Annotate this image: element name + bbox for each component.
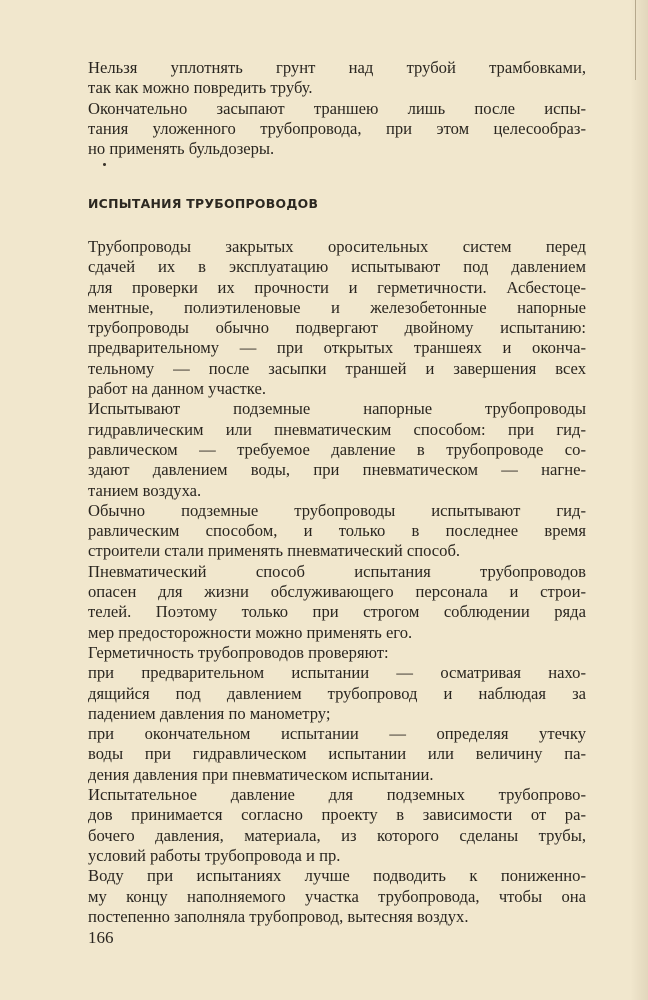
paragraph bbox=[88, 724, 586, 785]
text-line: при предварительном испытании — осматривая нахо- bbox=[88, 663, 586, 683]
text-line: постепенно заполняла трубопровод, вытесняя воздух. bbox=[88, 906, 469, 926]
text-line: здают давлением воды, при пневматическом — нагне- bbox=[88, 460, 586, 480]
intro-text bbox=[88, 58, 586, 159]
paragraph bbox=[88, 785, 586, 866]
text-line: сдачей их в эксплуатацию испытывают под давлением bbox=[88, 257, 586, 277]
paragraph bbox=[88, 643, 586, 663]
text-line: трубопроводы обычно подвергают двойному испытанию: bbox=[88, 318, 586, 338]
text-line: строители стали применять пневматический способ. bbox=[88, 541, 461, 561]
page-edge-line bbox=[635, 0, 636, 80]
paragraph bbox=[88, 663, 586, 724]
text-line: Пневматический способ испытания трубопроводов bbox=[88, 561, 586, 581]
text-line: дящийся под давлением трубопровод и наблюдая за bbox=[88, 683, 586, 703]
text-line: воды при гидравлическом испытании или величину па- bbox=[88, 744, 586, 764]
text-line: дения давления при пневматическом испытании. bbox=[88, 764, 434, 784]
text-line: мер предосторожности можно применять его. bbox=[88, 622, 413, 642]
text-line: дов принимается согласно проекту в зависимости от ра- bbox=[88, 805, 586, 825]
text-line: му концу наполняемого участка трубопровода, чтобы она bbox=[88, 886, 586, 906]
text-line: Испытательное давление для подземных трубопрово- bbox=[88, 785, 586, 805]
text-line: для проверки их прочности и герметичности. Асбестоце- bbox=[88, 277, 586, 297]
text-line: работ на данном участке. bbox=[88, 379, 266, 399]
text-line: так как можно повредить трубу. bbox=[88, 78, 313, 98]
page-number: 166 bbox=[88, 928, 114, 947]
text-line: падением давления по манометру; bbox=[88, 703, 331, 723]
text-line: телей. Поэтому только при строгом соблюдении ряда bbox=[88, 602, 586, 622]
text-line: при окончательном испытании — определяя утечку bbox=[88, 724, 586, 744]
text-line: Обычно подземные трубопроводы испытывают гид- bbox=[88, 500, 586, 520]
print-speck bbox=[103, 163, 106, 166]
body-text bbox=[88, 237, 586, 927]
text-line: Трубопроводы закрытых оросительных систем перед bbox=[88, 237, 586, 256]
paragraph bbox=[88, 58, 586, 99]
section-heading: ИСПЫТАНИЯ ТРУБОПРОВОДОВ bbox=[88, 196, 319, 211]
paragraph bbox=[88, 237, 586, 399]
text-line: условий работы трубопровода и пр. bbox=[88, 845, 341, 865]
text-line: бочего давления, материала, из которого сделаны трубы, bbox=[88, 825, 586, 845]
paragraph bbox=[88, 562, 586, 643]
text-line: танием воздуха. bbox=[88, 480, 202, 500]
text-line: равлическом — требуемое давление в трубопроводе со- bbox=[88, 439, 586, 459]
text-line: Нельзя уплотнять грунт над трубой трамбовками, bbox=[88, 58, 586, 77]
text-line: равлическим способом, и только в последнее время bbox=[88, 521, 586, 541]
text-line: ментные, полиэтиленовые и железобетонные напорные bbox=[88, 297, 586, 317]
paragraph bbox=[88, 866, 586, 927]
text-line: предварительному — при открытых траншеях и оконча- bbox=[88, 338, 586, 358]
text-line: но применять бульдозеры. bbox=[88, 139, 275, 159]
text-line: Герметичность трубопроводов проверяют: bbox=[88, 642, 389, 662]
paragraph bbox=[88, 399, 586, 500]
page-edge-shadow bbox=[630, 0, 648, 1000]
text-line: Испытывают подземные напорные трубопроводы bbox=[88, 399, 586, 419]
paragraph bbox=[88, 99, 586, 160]
text-line: гидравлическим или пневматическим способом: при гид- bbox=[88, 419, 586, 439]
text-line: Воду при испытаниях лучше подводить к пониженно- bbox=[88, 866, 586, 886]
text-line: тельному — после засыпки траншей и завершения всех bbox=[88, 358, 586, 378]
text-line: Окончательно засыпают траншею лишь после испы- bbox=[88, 98, 586, 118]
text-line: тания уложенного трубопровода, при этом целесообраз- bbox=[88, 118, 586, 138]
text-line: опасен для жизни обслуживающего персонала и строи- bbox=[88, 582, 586, 602]
paragraph bbox=[88, 501, 586, 562]
